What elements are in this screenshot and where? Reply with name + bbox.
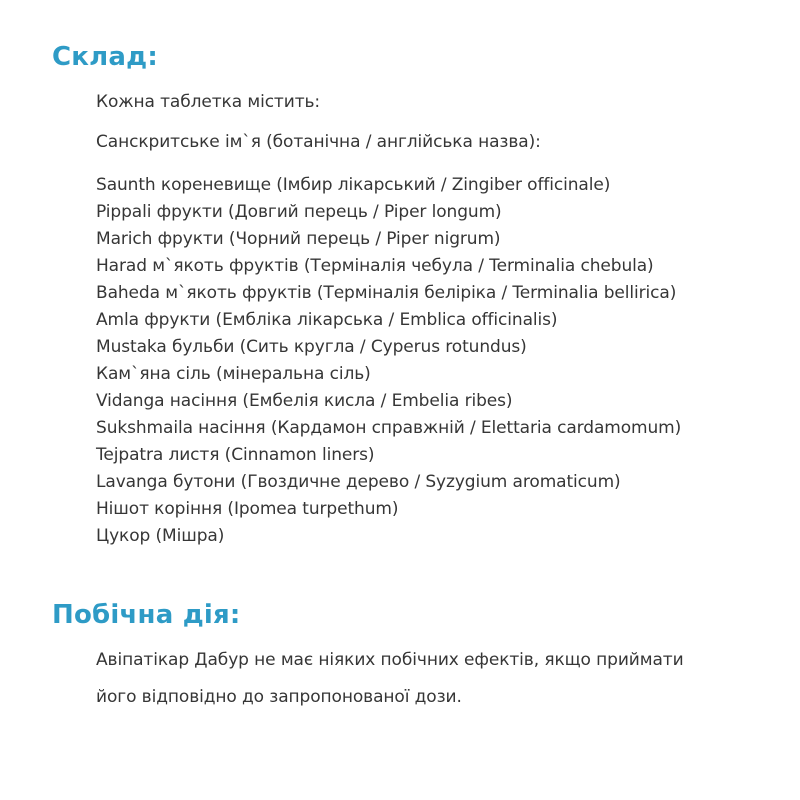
composition-intro-line: Кожна таблетка містить: [96, 92, 321, 112]
ingredient-item: Tejpatra листя (Cinnamon liners) [96, 445, 375, 465]
side-effects-text-line: Авіпатікар Дабур не має ніяких побічних ефектів, якщо приймати [96, 650, 684, 670]
ingredient-item: Нішот коріння (Ipomea turpethum) [96, 499, 399, 519]
side-effects-section-title: Побічна дія: [52, 600, 241, 630]
ingredient-item: Sukshmaila насіння (Кардамон справжній / Elettaria cardamomum) [96, 418, 682, 438]
ingredient-list [96, 172, 681, 550]
ingredient-item: Amla фрукти (Ембліка лікарська / Emblica officinalis) [96, 310, 558, 330]
ingredient-item: Baheda м`якоть фруктів (Терміналія беліріка / Terminalia bellirica) [96, 283, 677, 303]
ingredient-item: Lavanga бутони (Гвоздичне дерево / Syzygium aromaticum) [96, 472, 621, 492]
ingredient-item: Pippali фрукти (Довгий перець / Piper longum) [96, 202, 502, 222]
ingredient-item: Кам`яна сіль (мінеральна сіль) [96, 364, 371, 384]
ingredient-item: Harad м`якоть фруктів (Терміналія чебула / Terminalia chebula) [96, 256, 654, 276]
ingredient-item: Vidanga насіння (Ембелія кисла / Embelia ribes) [96, 391, 513, 411]
ingredient-item: Saunth кореневище (Імбир лікарський / Zingiber officinale) [96, 175, 611, 195]
ingredient-item: Marich фрукти (Чорний перець / Piper nigrum) [96, 229, 501, 249]
ingredient-item: Mustaka бульби (Сить кругла / Cyperus rotundus) [96, 337, 527, 357]
composition-section-title: Склад: [52, 42, 158, 72]
ingredient-item: Цукор (Мішра) [96, 526, 225, 546]
side-effects-text-line: його відповідно до запропонованої дози. [96, 687, 462, 707]
composition-subtitle-line: Санскритське ім`я (ботанічна / англійська назва): [96, 132, 541, 152]
